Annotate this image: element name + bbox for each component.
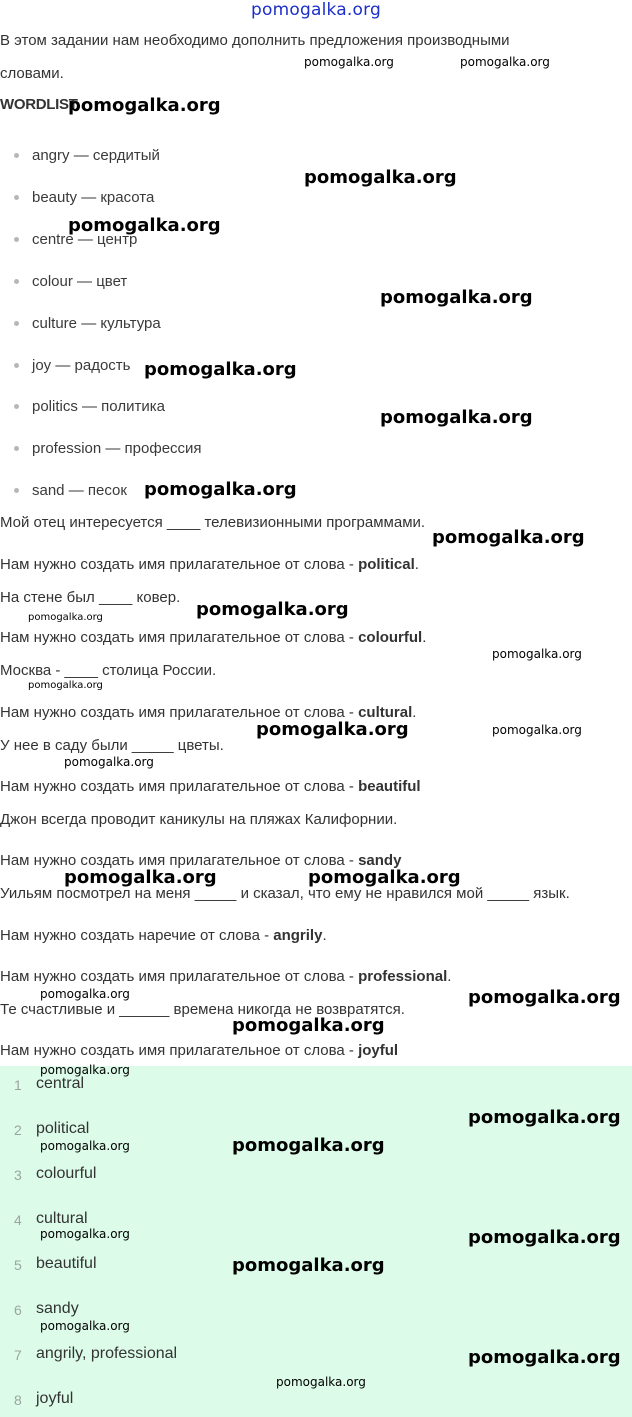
explanation [0,629,426,646]
answer-number: 5 [14,1257,22,1273]
wordlist-item-text: centre — центр [32,231,138,248]
answer-number: 8 [14,1392,22,1408]
explanation-text: Нам нужно создать имя прилагательное от слова - [0,968,359,985]
answer-text: political [36,1120,90,1137]
watermark: pomogalka.org [468,1107,621,1128]
answer-word: professional [358,968,448,985]
answer-word: cultural [358,704,413,721]
bullet-icon [14,488,19,493]
watermark: pomogalka.org [256,719,409,740]
explanation-text: Нам нужно создать имя прилагательное от слова - [0,556,359,573]
explanation [0,556,419,573]
sentence-text: На стене был ____ ковер. [0,589,181,606]
answer-number: 1 [14,1077,22,1093]
watermark: pomogalka.org [64,867,217,888]
intro-line-2: словами. [0,65,64,82]
wordlist-item [14,315,161,332]
watermark: pomogalka.org [40,987,130,1001]
watermark: pomogalka.org [380,407,533,428]
answer-number: 6 [14,1302,22,1318]
wordlist-item-text: sand — песок [32,482,127,499]
bullet-icon [14,446,19,451]
wordlist-item [14,398,165,415]
explanation-tail: . [414,556,419,573]
watermark: pomogalka.org [492,723,582,737]
wordlist-item [14,482,127,499]
watermark: pomogalka.org [40,1063,130,1077]
explanation-tail: . [447,968,452,985]
watermark: pomogalka.org [232,1255,385,1276]
wordlist-heading: WORDLIST [0,96,78,113]
intro-line-1: В этом задании нам необходимо дополнить предложения производными [0,32,510,49]
wordlist-item-text: angry — сердитый [32,147,160,164]
watermark: pomogalka.org [144,359,297,380]
bullet-icon [14,279,19,284]
sentence-text: Джон всегда проводит каникулы на пляжах Калифорнии. [0,811,398,828]
wordlist-item-text: politics — политика [32,398,165,415]
answer-word: sandy [358,852,402,869]
answer-text: beautiful [36,1255,97,1272]
answer-number: 7 [14,1347,22,1363]
explanation [0,778,421,795]
watermark: pomogalka.org [432,527,585,548]
sentence-text: Уильям посмотрел на меня _____ и сказал, что ему не нравился мой _____ язык. [0,885,570,902]
explanation-text: Нам нужно создать имя прилагательное от слова - [0,629,359,646]
answer-number: 3 [14,1167,22,1183]
explanation-text: Нам нужно создать имя прилагательное от слова - [0,704,359,721]
sentence [0,589,180,606]
sentence-text: Мой отец интересуется ____ телевизионными программами. [0,514,426,531]
sentence [0,737,224,754]
explanation-tail: . [322,927,327,944]
sentence-text: У нее в саду были _____ цветы. [0,737,224,754]
watermark: pomogalka.org [40,1227,130,1241]
watermark: pomogalka.org [68,95,221,116]
answer-text: angrily, professional [36,1345,178,1362]
sentence-text: Москва - ____ столица России. [0,662,217,679]
wordlist-item-text: beauty — красота [32,189,155,206]
watermark: pomogalka.org [460,55,550,69]
watermark: pomogalka.org [380,287,533,308]
explanation-text: Нам нужно создать имя прилагательное от слова - [0,1042,359,1059]
explanation [0,968,451,985]
wordlist-item [14,189,154,206]
sentence [0,811,397,828]
watermark: pomogalka.org [468,987,621,1008]
sentence [0,662,216,679]
watermark: pomogalka.org [304,167,457,188]
wordlist-item-text: profession — профессия [32,440,202,457]
watermark: pomogalka.org [492,647,582,661]
sentence-text: Те счастливые и ______ времена никогда не возвратятся. [0,1001,405,1018]
answer-word: beautiful [358,778,421,795]
answer-word: colourful [358,629,423,646]
watermark: pomogalka.org [468,1347,621,1368]
explanation-text: Нам нужно создать наречие от слова - [0,927,274,944]
watermark: pomogalka.org [196,599,349,620]
bullet-icon [14,237,19,242]
watermark: pomogalka.org [64,755,154,769]
answer-text: colourful [36,1165,97,1182]
explanation [0,1042,398,1059]
answer-number: 4 [14,1212,22,1228]
watermark: pomogalka.org [308,867,461,888]
answer-word: angrily [273,927,323,944]
explanation-tail: . [412,704,417,721]
answer-word: political [358,556,415,573]
explanation-text: Нам нужно создать имя прилагательное от слова - [0,852,359,869]
watermark: pomogalka.org [144,479,297,500]
wordlist-item [14,357,130,374]
watermark: pomogalka.org [232,1135,385,1156]
explanation [0,927,327,944]
watermark: pomogalka.org [304,55,394,69]
bullet-icon [14,153,19,158]
answer-text: central [36,1075,85,1092]
watermark: pomogalka.org [28,612,103,623]
answer-text: joyful [36,1390,74,1407]
answer-text: sandy [36,1300,79,1317]
bullet-icon [14,195,19,200]
bullet-icon [14,363,19,368]
watermark: pomogalka.org [468,1227,621,1248]
watermark: pomogalka.org [40,1319,130,1333]
watermark: pomogalka.org [28,680,103,691]
answer-word: joyful [358,1042,399,1059]
wordlist-item-text: joy — радость [32,357,131,374]
explanation-text: Нам нужно создать имя прилагательное от слова - [0,778,359,795]
explanation-tail: . [422,629,427,646]
bullet-icon [14,321,19,326]
wordlist-item-text: culture — культура [32,315,161,332]
wordlist-item [14,273,127,290]
site-header-link[interactable]: pomogalka.org [251,0,381,20]
watermark: pomogalka.org [40,1139,130,1153]
answer-number: 2 [14,1122,22,1138]
watermark: pomogalka.org [232,1015,385,1036]
wordlist-item [14,440,202,457]
watermark: pomogalka.org [68,215,221,236]
wordlist-item [14,147,160,164]
sentence [0,514,425,531]
watermark: pomogalka.org [276,1375,366,1389]
answer-text: cultural [36,1210,88,1227]
wordlist-item-text: colour — цвет [32,273,128,290]
bullet-icon [14,404,19,409]
